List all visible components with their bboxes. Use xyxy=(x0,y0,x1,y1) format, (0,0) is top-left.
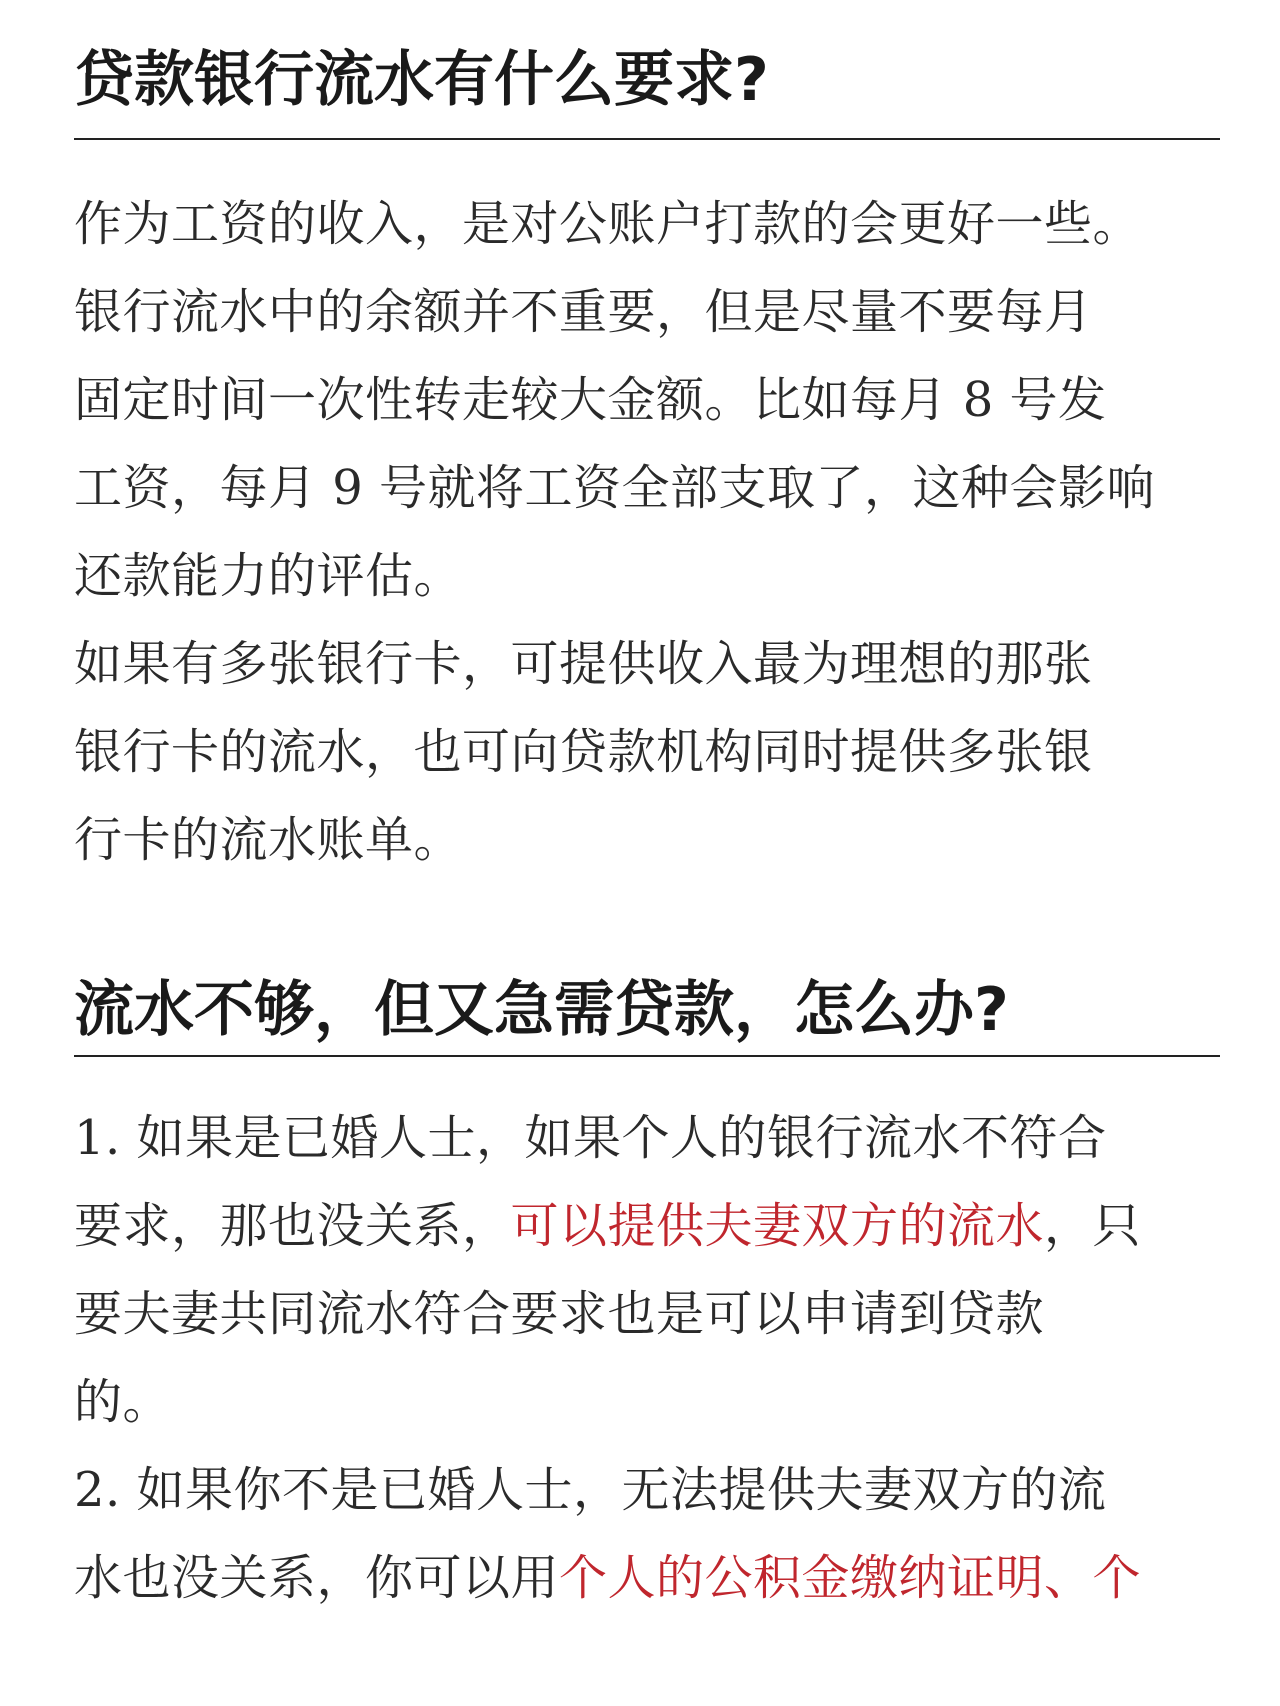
paragraph-line: 银行流水中的余额并不重要，但是尽量不要每月 xyxy=(74,284,1093,340)
section-body-bank-statement-requirements xyxy=(74,180,1220,884)
plain-text: ，只 xyxy=(1044,1198,1142,1254)
highlighted-text: 可以提供夫妻双方的流水 xyxy=(510,1198,1045,1254)
list-item-line: 1. 如果是已婚人士，如果个人的银行流水不符合 xyxy=(74,1110,1107,1166)
section-body-insufficient-statement xyxy=(74,1094,1220,1622)
heading-divider xyxy=(74,138,1220,140)
paragraph-line: 行卡的流水账单。 xyxy=(74,812,463,868)
list-item-line xyxy=(74,1182,1220,1270)
highlighted-text: 个人的公积金缴纳证明、个 xyxy=(559,1550,1142,1606)
paragraph-line: 固定时间一次性转走较大金额。比如每月 8 号发 xyxy=(74,372,1107,428)
paragraph-line: 作为工资的收入，是对公账户打款的会更好一些。 xyxy=(74,196,1142,252)
section-heading-insufficient-statement: 流水不够，但又急需贷款，怎么办? xyxy=(74,975,1009,1045)
list-item-line: 2. 如果你不是已婚人士，无法提供夫妻双方的流 xyxy=(74,1462,1107,1518)
section-heading-bank-statement-requirements: 贷款银行流水有什么要求? xyxy=(74,45,769,115)
list-item-line xyxy=(74,1534,1220,1622)
plain-text: 水也没关系，你可以用 xyxy=(74,1550,560,1606)
paragraph-line: 工资，每月 9 号就将工资全部支取了，这种会影响 xyxy=(74,460,1156,516)
heading-divider xyxy=(74,1055,1220,1057)
paragraph-line: 银行卡的流水，也可向贷款机构同时提供多张银 xyxy=(74,724,1093,780)
list-item-line: 的。 xyxy=(74,1374,172,1430)
plain-text: 要求，那也没关系， xyxy=(74,1198,511,1254)
paragraph-line: 如果有多张银行卡，可提供收入最为理想的那张 xyxy=(74,636,1093,692)
paragraph-line: 还款能力的评估。 xyxy=(74,548,463,604)
list-item-line: 要夫妻共同流水符合要求也是可以申请到贷款 xyxy=(74,1286,1045,1342)
